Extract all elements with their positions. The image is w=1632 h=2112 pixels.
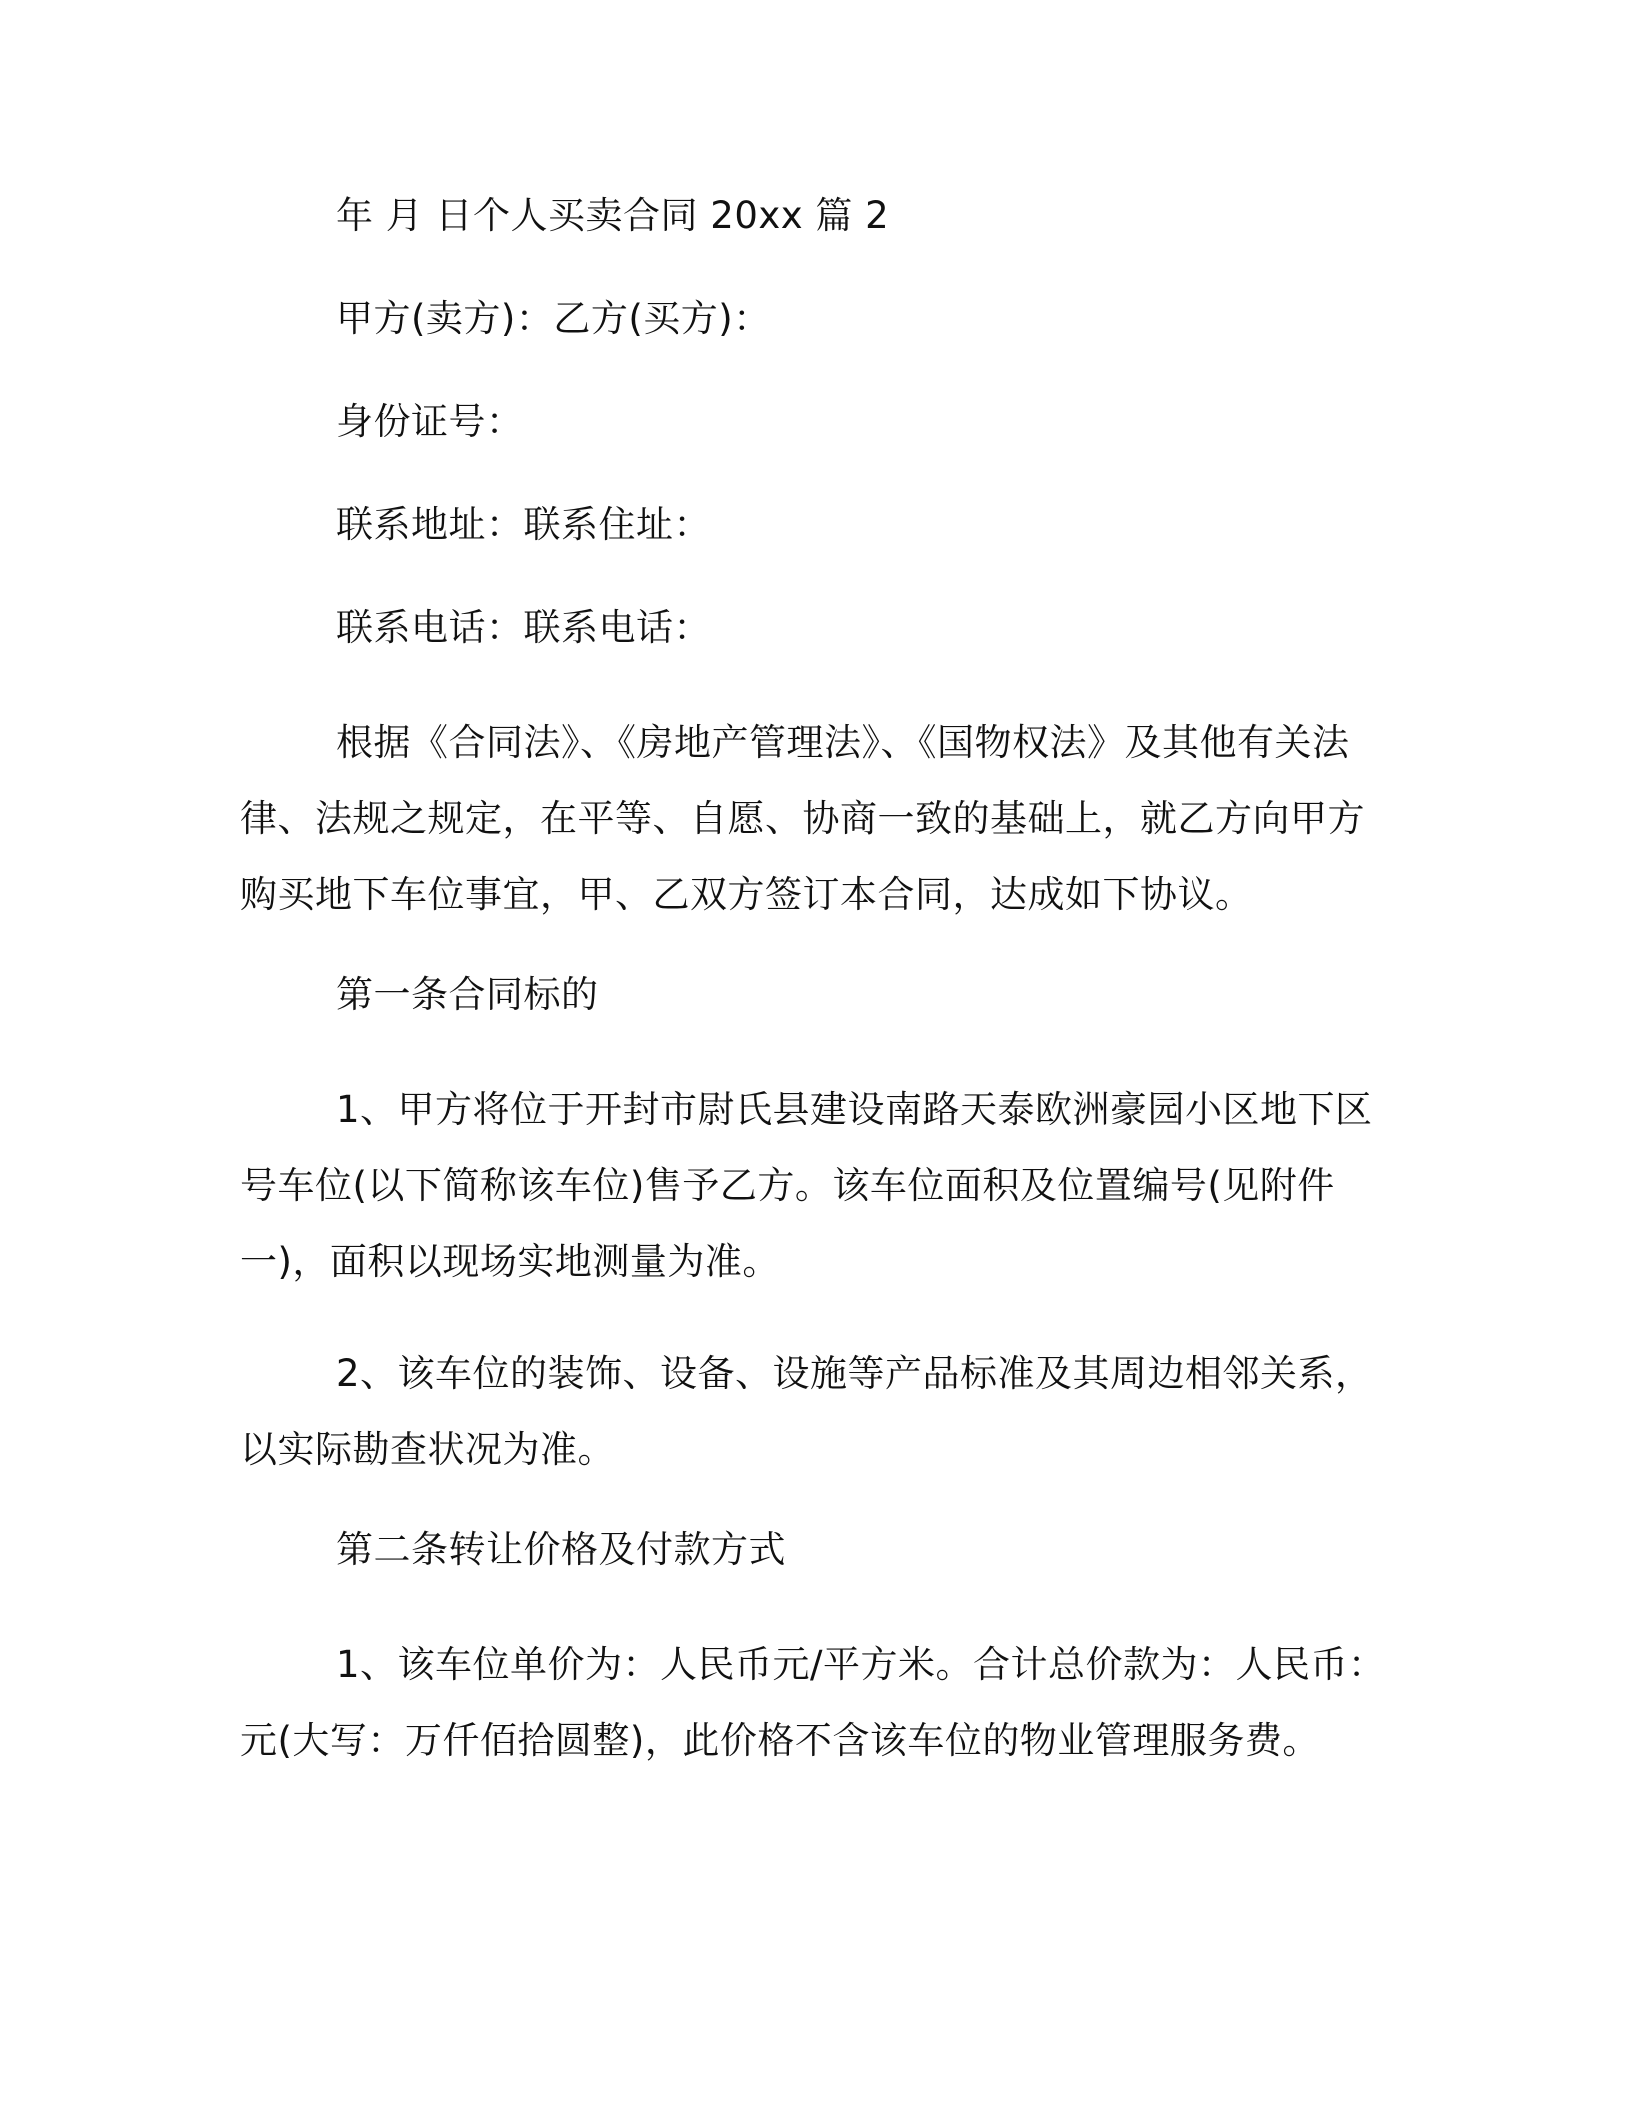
address-line: 联系地址：联系住址： bbox=[336, 503, 711, 546]
document-body bbox=[240, 190, 1400, 1815]
parties-line: 甲方(卖方)：乙方(买方)： bbox=[336, 297, 771, 340]
title-line: 年 月 日个人买卖合同 20xx 篇 2 bbox=[336, 194, 890, 237]
article-1-heading: 第一条合同标的 bbox=[336, 973, 599, 1016]
article-1-item-1: 1、甲方将位于开封市尉氏县建设南路天泰欧洲豪园小区地下区号车位(以下简称该车位)售予乙方。该车位面积及位置编号(见附件一)，面积以现场实地测量为准。 bbox=[240, 1088, 1373, 1283]
intro-paragraph: 根据《合同法》、《房地产管理法》、《国物权法》及其他有关法律、法规之规定，在平等、自愿、协商一致的基础上，就乙方向甲方购买地下车位事宜，甲、乙双方签订本合同，达成如下协议。 bbox=[240, 721, 1365, 916]
article-1-item-2: 2、该车位的装饰、设备、设施等产品标准及其周边相邻关系，以实际勘查状况为准。 bbox=[240, 1352, 1373, 1471]
article-2-item-1: 1、该车位单价为：人民币元/平方米。合计总价款为：人民币：元(大写：万仟佰拾圆整)，此价格不含该车位的物业管理服务费。 bbox=[240, 1643, 1386, 1762]
article-2-heading: 第二条转让价格及付款方式 bbox=[336, 1528, 786, 1571]
id-number-line: 身份证号： bbox=[336, 400, 524, 443]
phone-line: 联系电话：联系电话： bbox=[336, 606, 711, 649]
